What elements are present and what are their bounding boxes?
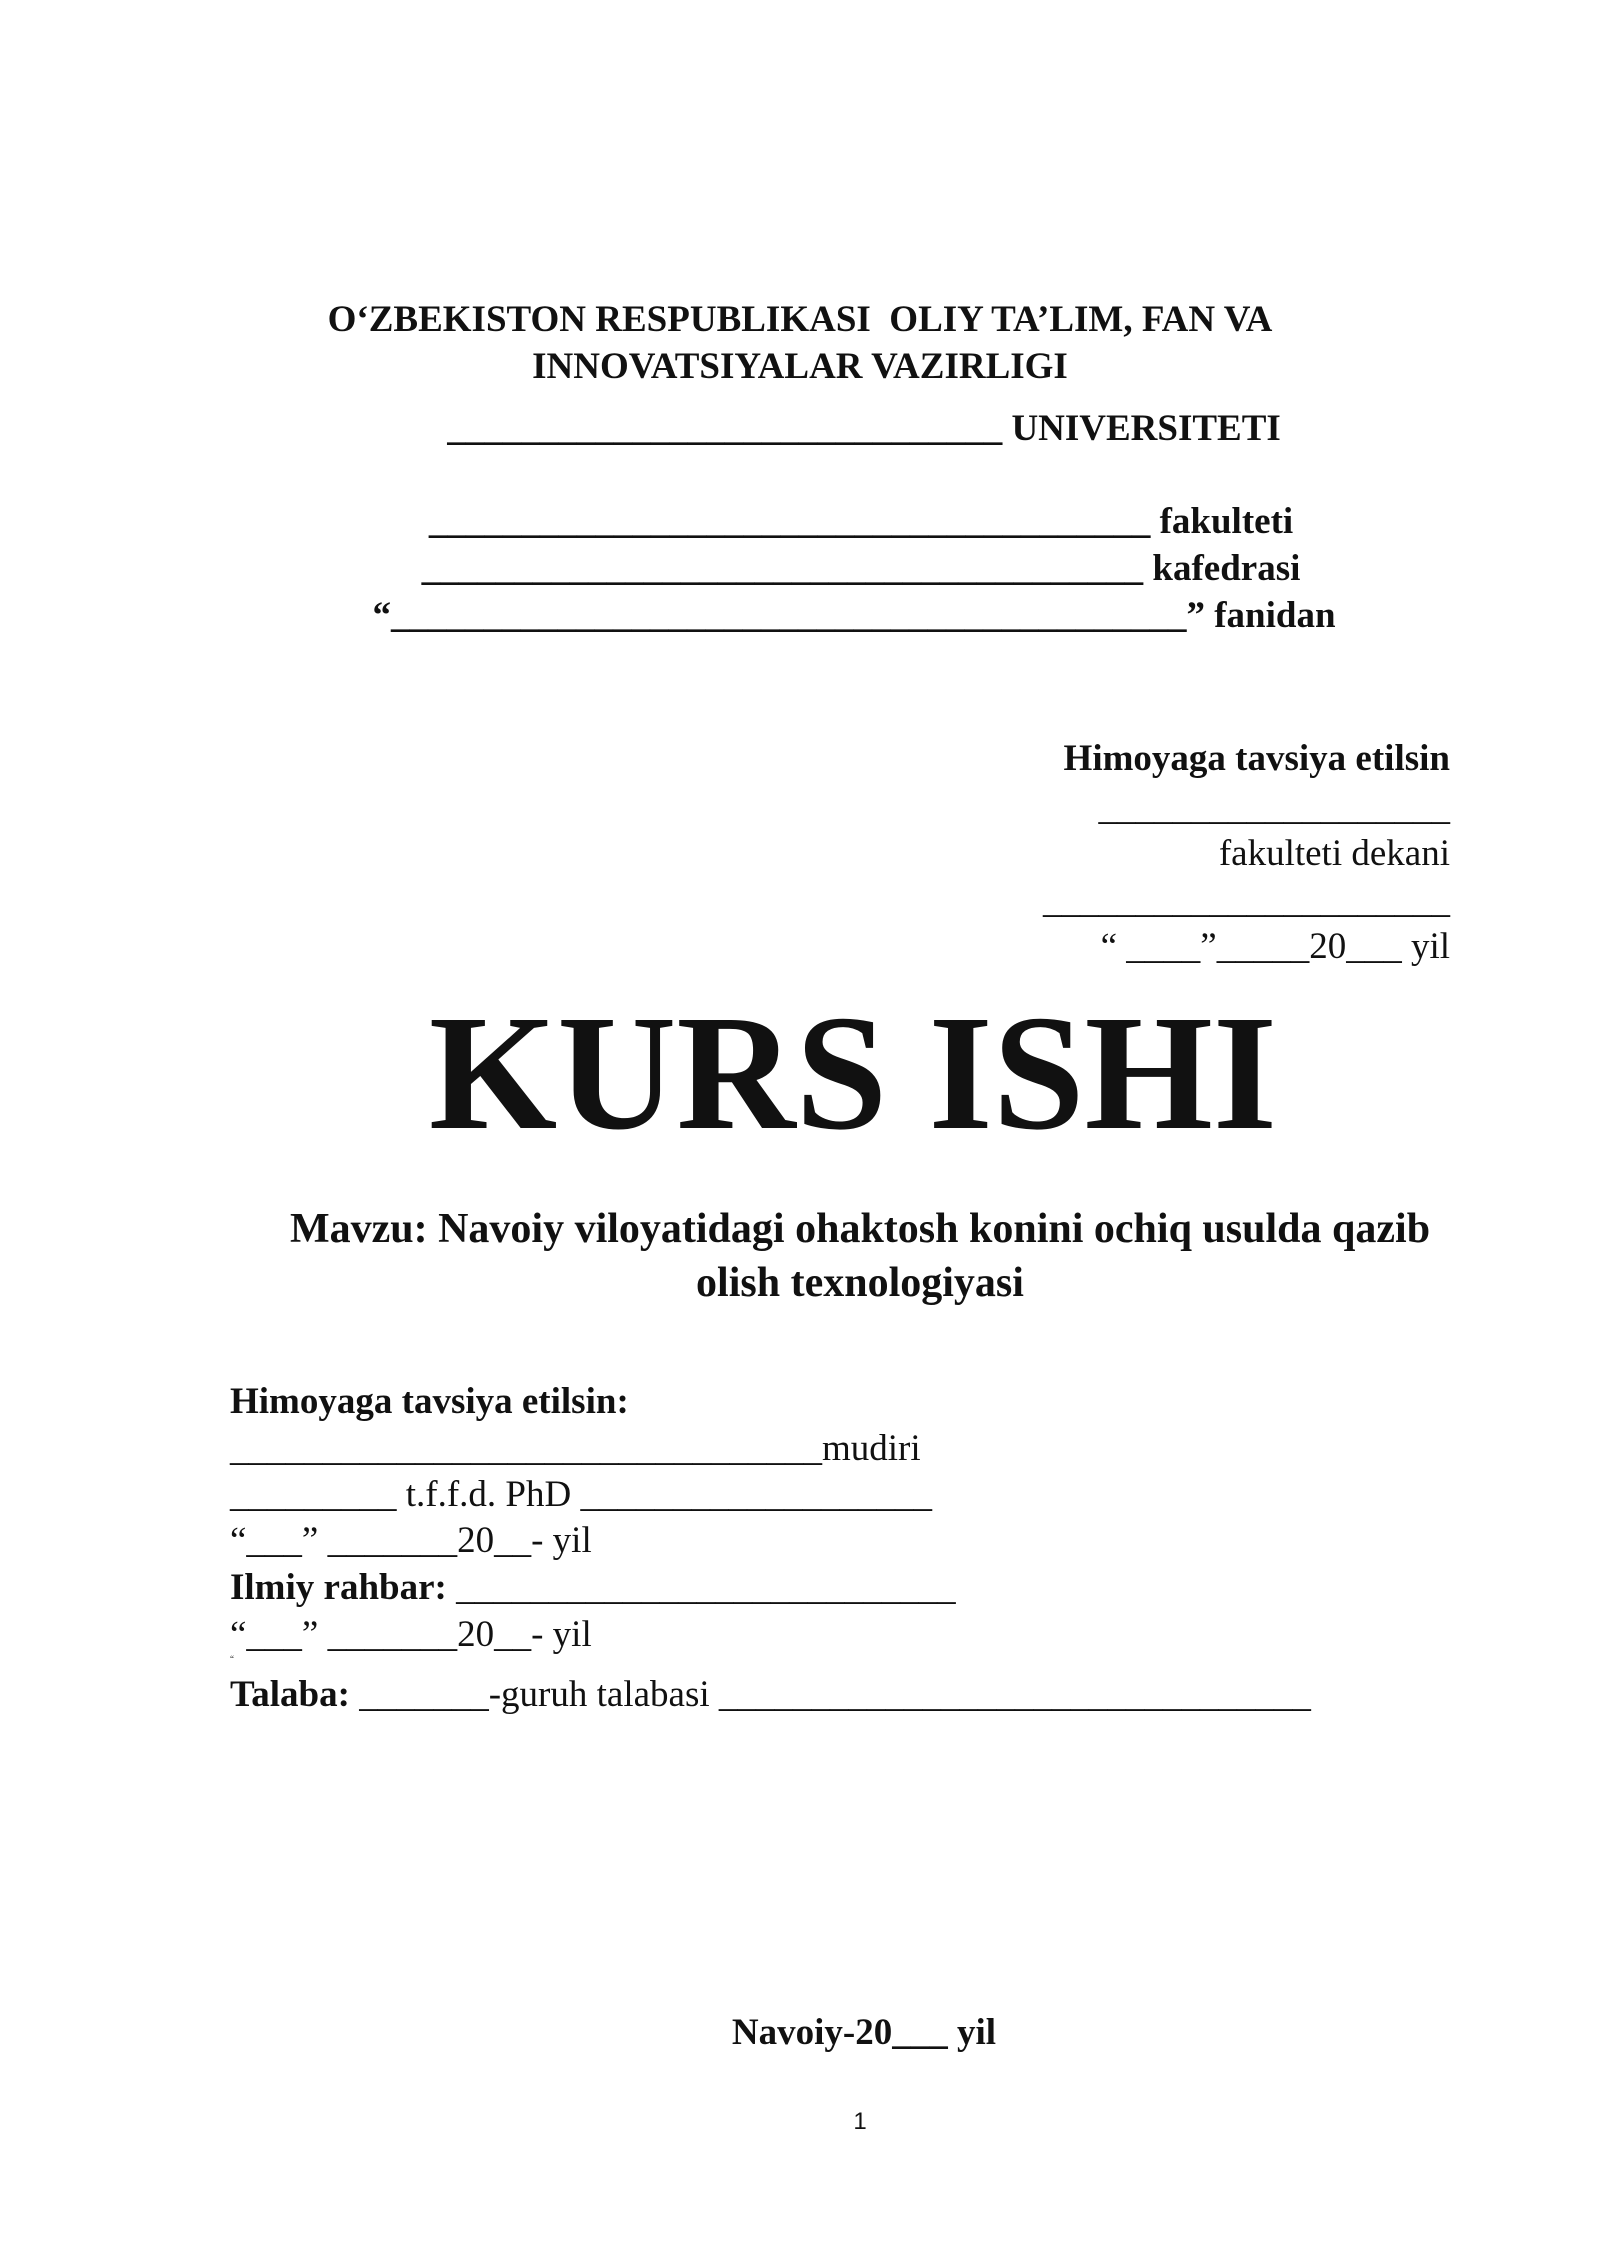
dean-approval-title: Himoyaga tavsiya etilsin (1063, 738, 1450, 779)
document-title: KURS ISHI (428, 981, 1278, 1164)
approval-title: Himoyaga tavsiya etilsin: (230, 1381, 629, 1422)
page-number: 1 (853, 2108, 867, 2135)
student-label: Talaba: (230, 1674, 350, 1715)
degree-line: _________ t.f.f.d. PhD ___________________ (230, 1474, 932, 1515)
university-line: ______________________________ UNIVERSITETI (447, 408, 1281, 449)
supervisor-line: ___________________________ (446, 1567, 956, 1608)
student-row (230, 1676, 1311, 1713)
approval-date-1: “___” _______20__- yil (230, 1520, 592, 1561)
dean-approval-date: “ ____”_____20___ yil (1100, 926, 1450, 967)
department-head-line: ________________________________mudiri (230, 1428, 921, 1469)
ministry-line-2: INNOVATSIYALAR VAZIRLIGI (532, 346, 1068, 387)
approval-date-2: “___” _______20__- yil (230, 1614, 592, 1655)
dean-label: fakulteti dekani (1218, 833, 1450, 874)
dean-signature-line: ___________________ (1098, 787, 1450, 828)
ministry-heading (0, 296, 1600, 390)
dean-name-line: ______________________ (1043, 880, 1450, 921)
department-line: _______________________________________ kafedrasi (421, 548, 1301, 589)
ministry-line-1: O‘ZBEKISTON RESPUBLIKASI OLIY TA’LIM, FAN VA (327, 299, 1273, 340)
small-mark: “ (230, 1654, 234, 1664)
supervisor-label: Ilmiy rahbar: (230, 1567, 447, 1608)
student-line: _______-guruh talabasi ________________________________ (349, 1674, 1311, 1715)
city-year: Navoiy-20___ yil (731, 2012, 997, 2053)
subject-line: “___________________________________________” fanidan (372, 595, 1336, 636)
faculty-line: _______________________________________ fakulteti (428, 501, 1294, 542)
topic: Mavzu: Navoiy viloyatidagi ohaktosh konini ochiq usulda qazib olish texnologiyasi (289, 1206, 1431, 1306)
supervisor-row (230, 1569, 956, 1606)
